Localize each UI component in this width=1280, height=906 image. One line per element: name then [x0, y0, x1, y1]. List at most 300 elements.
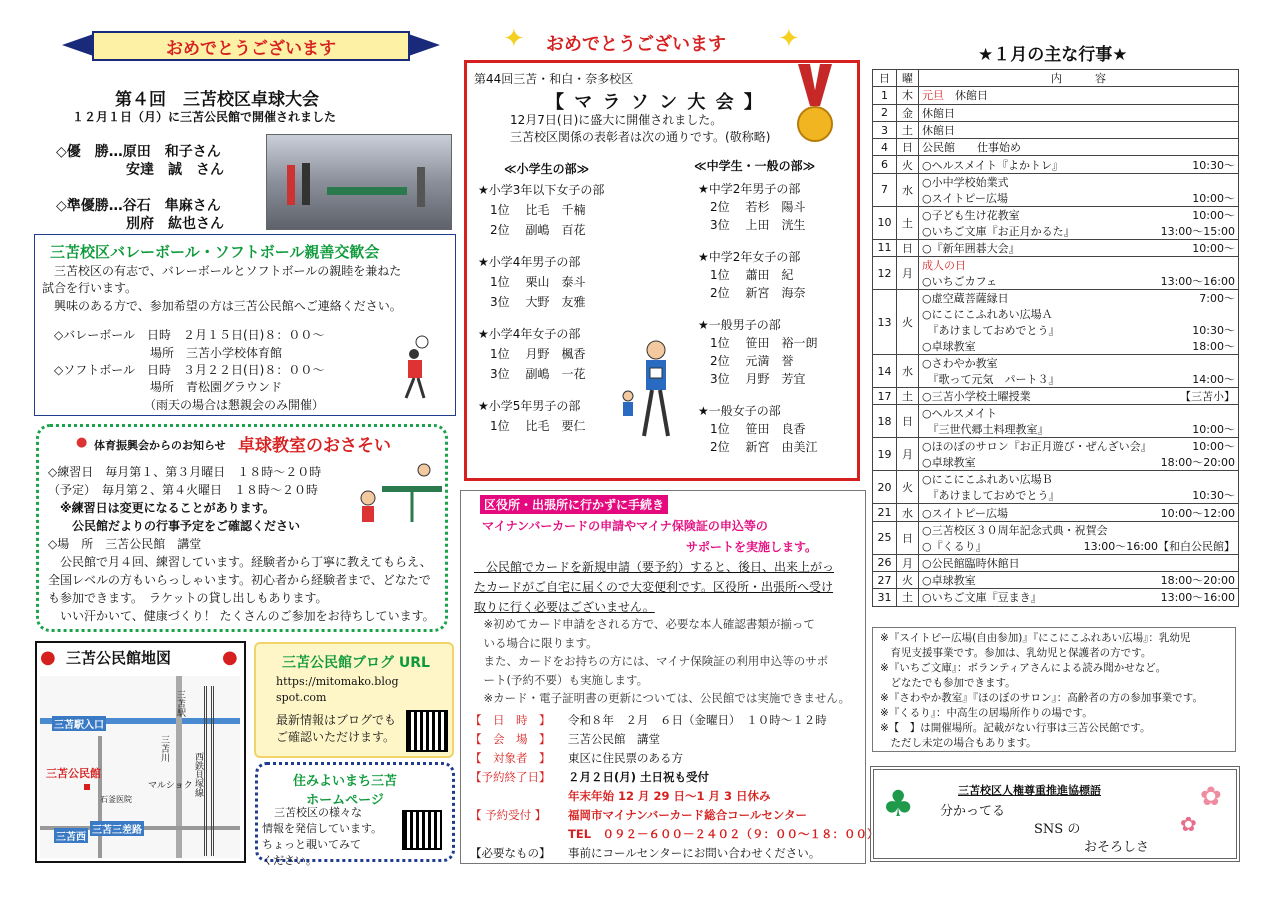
strawberry-icon: ●	[222, 647, 238, 668]
event-text: 『あけましておめでとう』	[922, 324, 1060, 338]
calendar-weekday: 水	[897, 504, 919, 521]
event-text: ○『くるり』	[922, 539, 987, 553]
event-time: 18:00～	[1192, 340, 1235, 354]
detail-value: TEL ０９２－６００－２４０２（９：００～１８：００）	[568, 827, 879, 841]
club-note: 体育振興会からのお知らせ	[94, 439, 226, 452]
event-text: 『三世代郷土料理教室』	[922, 423, 1049, 437]
event-time: 【三苫小】	[1180, 390, 1235, 404]
marathon-title: 【 マ ラ ソ ン 大 会 】	[546, 92, 764, 113]
calendar-event	[919, 405, 1239, 438]
text-line	[42, 315, 402, 327]
event-text	[922, 240, 1020, 256]
text-line: ◇場 所 三苫公民館 講堂	[48, 537, 202, 551]
strawberry-icon: ●	[40, 647, 56, 668]
calendar-day: 19	[873, 438, 897, 471]
result-line: 1位 比毛 要仁	[478, 419, 586, 433]
result-line: ★中学2年女子の部	[698, 250, 801, 264]
event-line	[922, 105, 1235, 121]
calendar-weekday: 金	[897, 104, 919, 121]
table-tennis-results	[56, 143, 224, 233]
map-label: マルショク	[148, 781, 193, 791]
volleyball-player-illustration	[392, 332, 442, 402]
text-line: 三苫校区関係の表彰者は次の通りです。(敬称略)	[510, 130, 771, 145]
event-text: 『歌って元気 パート３』	[922, 373, 1060, 387]
blog-desc	[276, 712, 396, 747]
event-text	[922, 471, 1053, 487]
event-text	[922, 405, 997, 421]
calendar-row	[873, 571, 1239, 588]
calendar-weekday: 火	[897, 290, 919, 355]
text-line: ※『さわやか教室』『ほのぼのサロン』：高齢者の方の参加事業です。	[880, 692, 1203, 704]
detail-value: ２月２日(月) 土日祝も受付	[568, 770, 710, 784]
calendar-event	[919, 206, 1239, 239]
event-line	[922, 322, 1235, 338]
result-line: ★小学5年男子の部	[478, 399, 581, 413]
map-label: 三苫川	[159, 735, 169, 762]
result-line: 3位 上田 洸生	[698, 218, 806, 232]
flower-icon: ✿	[1200, 782, 1222, 812]
result-line: ★一般女子の部	[698, 404, 781, 418]
calendar-event	[919, 239, 1239, 256]
result-line: 2位 新宮 由美江	[698, 440, 818, 454]
calendar-weekday: 火	[897, 571, 919, 588]
calendar-event	[919, 504, 1239, 521]
calendar-row	[873, 405, 1239, 438]
slogan-heading: 三苫校区人権尊重推進協標語	[958, 784, 1101, 797]
result-line: 2位 元満 誉	[698, 354, 794, 368]
map-label: 西鉄貝塚線	[193, 752, 203, 797]
result-line: ★中学2年男子の部	[698, 182, 801, 196]
text-line: ちょっと覗いてみて	[262, 837, 361, 851]
mynumber-tag: 区役所・出張所に行かずに手続き	[480, 495, 668, 514]
event-text: ○スイトピー広場	[922, 191, 1008, 205]
event-label: ○さわやか教室	[922, 357, 998, 371]
holiday-label: 成人の日	[922, 259, 966, 273]
text-line: いる場合に限ります。	[472, 635, 598, 650]
table-tennis-date: １２月１日（月）に三苫公民館で開催されました	[72, 110, 337, 124]
event-text	[922, 87, 988, 103]
event-label: ○ヘルスメイト	[922, 407, 998, 421]
text-line: 場所 青松園グラウンド	[42, 380, 283, 395]
text-line: ◇練習日 毎月第１、第３月曜日 １８時～２０時	[48, 465, 322, 479]
result-line: 1位 笹田 良香	[698, 422, 806, 436]
event-line	[922, 371, 1235, 387]
text-line: ご確認いただけます。	[276, 730, 396, 745]
mynumber-notes	[472, 615, 850, 708]
calendar-row	[873, 156, 1239, 173]
event-line	[922, 207, 1235, 223]
text-line: たカードがご自宅に届くので大変便利です。区役所・出張所へ受け	[474, 580, 834, 594]
text-line: も参加できます。 ラケットの貸し出しもあります。	[48, 591, 328, 605]
detail-row	[470, 806, 879, 825]
sparkle-icon: ✦	[778, 24, 800, 54]
middle-congrats-banner: おめでとうございます	[546, 34, 726, 55]
event-line	[922, 388, 1235, 404]
event-line	[922, 273, 1235, 289]
calendar-row	[873, 173, 1239, 206]
header-cell: 曜	[897, 70, 919, 87]
event-label: ○卓球教室	[922, 574, 976, 588]
calendar-row	[873, 355, 1239, 388]
text-line: また、カードをお持ちの方には、マイナ保険証の利用申込等のサポ	[472, 654, 829, 668]
event-line	[922, 87, 1235, 103]
text-line: 公民館でカードを新規申請（要予約）すると、後日、出来上がっ	[474, 560, 835, 574]
calendar-row	[873, 239, 1239, 256]
event-label: 公民館 仕事始め	[922, 141, 1021, 155]
table-tennis-photo	[266, 134, 452, 230]
result-line	[698, 234, 817, 248]
text-line: どなたでも参加できます。	[880, 677, 1016, 689]
event-time: 10:30～	[1192, 158, 1235, 172]
calendar-row	[873, 139, 1239, 156]
event-line	[922, 122, 1235, 138]
event-time: 18:00～20:00	[1160, 574, 1235, 588]
result-line	[478, 384, 604, 396]
elementary-heading: ≪小学生の部≫	[504, 162, 590, 176]
text-line: 三苫校区の様々な	[274, 806, 362, 819]
calendar-day: 1	[873, 87, 897, 104]
calendar-event	[919, 257, 1239, 290]
calendar-row	[873, 521, 1239, 554]
detail-key: 【 日 時 】	[470, 713, 551, 727]
calendar-row	[873, 87, 1239, 104]
calendar-title: ★１月の主な行事★	[978, 45, 1128, 65]
event-text	[922, 257, 966, 273]
event-text: ○いちごカフェ	[922, 275, 998, 289]
homepage-title	[280, 770, 410, 808]
detail-key: 【必要なもの】	[470, 846, 551, 860]
event-label: ○小中学校始業式	[922, 175, 1009, 189]
event-line	[922, 421, 1235, 437]
result-line: 1位 比毛 千楠	[478, 203, 586, 217]
calendar-day: 3	[873, 121, 897, 138]
mynumber-head: マイナンバーカードの申請やマイナ保険証の申込等の	[482, 519, 768, 533]
result-line: ★小学4年男子の部	[478, 255, 581, 269]
event-label: ○公民館臨時休館日	[922, 556, 1020, 570]
text-line: 公民館で月４回、練習しています。経験者から丁寧に教えてもらえ、	[48, 555, 432, 569]
event-text	[922, 522, 1108, 538]
calendar-row	[873, 121, 1239, 138]
calendar-day: 21	[873, 504, 897, 521]
event-text	[922, 139, 1021, 155]
clover-icon: ♣	[882, 784, 915, 825]
text-line: ート(予約不要）も実施します。	[472, 672, 649, 687]
calendar-row	[873, 388, 1239, 405]
marathon-sub: 第44回三苫・和白・奈多校区	[474, 72, 634, 86]
calendar-event	[919, 554, 1239, 571]
detail-row	[470, 730, 879, 749]
event-text	[922, 438, 1152, 454]
result-line	[478, 240, 604, 252]
calendar-event	[919, 290, 1239, 355]
calendar-event	[919, 355, 1239, 388]
event-line	[922, 505, 1235, 521]
detail-row	[470, 825, 879, 844]
calendar-event	[919, 388, 1239, 405]
event-text: 『あけましておめでとう』	[922, 489, 1060, 503]
text-line: ※カード・電子証明書の更新については、公民館では実施できません。	[472, 691, 851, 705]
event-time: 10:00～	[1192, 191, 1235, 205]
result-line: 2位 若杉 陽斗	[698, 200, 806, 214]
volleyball-body	[42, 263, 402, 414]
text-line: ※練習日は変更になることがあります。	[48, 501, 275, 515]
blog-url-line[interactable]: spot.com	[276, 691, 327, 704]
text-line: ください。	[262, 853, 317, 867]
detail-key: 【 予約受付 】	[470, 808, 547, 822]
text-line: 取りに行く必要はございません。	[474, 600, 655, 614]
calendar-event	[919, 121, 1239, 138]
result-line: ◇優 勝…原田 和子さん	[56, 144, 221, 160]
result-line: 3位 月野 芳宜	[698, 372, 806, 386]
mynumber-body	[474, 557, 834, 617]
event-text	[922, 355, 998, 371]
mynumber-details	[470, 711, 879, 863]
calendar-weekday: 日	[897, 521, 919, 554]
detail-value: 年末年始 12 月 29 日～1 月 3 日休み	[568, 789, 771, 803]
calendar-day: 13	[873, 290, 897, 355]
calendar-day: 6	[873, 156, 897, 173]
calendar-weekday: 水	[897, 173, 919, 206]
calendar-event	[919, 471, 1239, 504]
event-line	[922, 157, 1235, 173]
event-calendar	[872, 69, 1239, 607]
event-line	[922, 589, 1235, 605]
calendar-event	[919, 104, 1239, 121]
homepage-title-line: ホームページ	[306, 793, 384, 808]
event-text	[922, 290, 1009, 306]
calendar-weekday: 土	[897, 589, 919, 606]
result-line: 2位 副嶋 百花	[478, 223, 586, 237]
detail-key	[470, 825, 568, 844]
calendar-row	[873, 290, 1239, 355]
header-cell: 日	[873, 70, 897, 87]
event-time: 13:00～16:00	[1160, 275, 1235, 289]
calendar-day: 20	[873, 471, 897, 504]
event-label: 休館日	[922, 124, 955, 138]
event-label: ○『新年囲碁大会』	[922, 241, 1020, 255]
result-line: 安達 誠 さん	[56, 162, 224, 178]
detail-key: 【予約終了日】	[470, 770, 551, 784]
holiday-label: 元旦	[922, 89, 944, 103]
marathon-intro	[510, 112, 770, 147]
text-line: 公民館だよりの行事予定をご確認ください	[48, 519, 301, 533]
text-line: 情報を発信しています。	[262, 821, 383, 835]
calendar-day: 25	[873, 521, 897, 554]
event-line	[922, 257, 1235, 273]
calendar-weekday: 火	[897, 471, 919, 504]
result-line	[698, 388, 817, 402]
event-line	[922, 139, 1235, 155]
event-label: ○三苫小学校土曜授業	[922, 390, 1031, 404]
calendar-weekday: 土	[897, 206, 919, 239]
detail-value: 東区に住民票のある方	[568, 751, 683, 765]
calendar-row	[873, 554, 1239, 571]
event-time: 13:00～16:00【和白公民館】	[1083, 539, 1235, 553]
volleyball-title: 三苫校区バレーボール・ソフトボール親善交歓会	[50, 243, 380, 261]
event-line	[922, 355, 1235, 371]
elementary-results	[478, 180, 604, 436]
detail-row	[470, 844, 879, 863]
calendar-day: 7	[873, 173, 897, 206]
detail-row	[470, 749, 879, 768]
calendar-row	[873, 104, 1239, 121]
left-congrats-banner: おめでとうございます	[92, 31, 410, 61]
calendar-event	[919, 173, 1239, 206]
calendar-row	[873, 257, 1239, 290]
event-time: 7:00～	[1199, 292, 1235, 306]
event-text	[922, 207, 1020, 223]
blog-url-line[interactable]: https://mitomako.blog	[276, 675, 399, 688]
event-label: ○スイトピー広場	[922, 506, 1008, 520]
event-label: ○虚空蔵菩薩縁日	[922, 292, 1009, 306]
calendar-day: 17	[873, 388, 897, 405]
blog-qr-code[interactable]	[406, 710, 448, 752]
event-time: 13:00～16:00	[1160, 591, 1235, 605]
text-line: ※【 】は開催場所。記載がない行事は三苫公民館です。	[880, 722, 1151, 734]
event-label: ○三苫校区３０周年記念式典・祝賀会	[922, 523, 1108, 537]
map-label: 石釜医院	[100, 795, 132, 804]
detail-value: 三苫公民館 講堂	[568, 732, 660, 746]
calendar-weekday: 月	[897, 257, 919, 290]
result-line: ◇準優勝…谷石 隼麻さん	[56, 198, 221, 214]
calendar-weekday: 土	[897, 388, 919, 405]
ping-pong-illustration	[356, 462, 446, 528]
club-title: 卓球教室のおさそい	[238, 436, 391, 456]
detail-value: 事前にコールセンターにお問い合わせください。	[568, 846, 821, 860]
calendar-event	[919, 571, 1239, 588]
calendar-day: 18	[873, 405, 897, 438]
result-line: 別府 紘也さん	[56, 216, 224, 232]
event-line	[922, 454, 1235, 470]
flower-icon: ✿	[1180, 812, 1197, 836]
text-line: ただし未定の場合もあります。	[880, 737, 1037, 749]
homepage-desc	[262, 805, 382, 869]
header-cell: 内 容	[919, 70, 1239, 87]
event-text	[922, 388, 1031, 404]
event-line	[922, 438, 1235, 454]
calendar-event	[919, 589, 1239, 606]
event-time: 10:30～	[1192, 324, 1235, 338]
result-line: ★一般男子の部	[698, 318, 781, 332]
calendar-day: 27	[873, 571, 897, 588]
event-line	[922, 522, 1235, 538]
event-text	[922, 157, 1063, 173]
event-line	[922, 223, 1235, 239]
event-text: ○にこにこふれあい広場Ａ	[922, 308, 1053, 322]
event-label: 休館日	[922, 106, 955, 120]
calendar-weekday: 水	[897, 355, 919, 388]
event-line	[922, 538, 1235, 554]
result-line: 1位 月野 楓香	[478, 347, 586, 361]
event-time: 14:00～	[1192, 373, 1235, 387]
event-time: 13:00～15:00	[1160, 224, 1235, 238]
event-label: ○子ども生け花教室	[922, 208, 1020, 222]
event-text	[922, 589, 1042, 605]
calendar-event	[919, 438, 1239, 471]
map-label: 三苫駅入口	[52, 716, 106, 731]
slogan-line: 分かってる	[940, 804, 1006, 819]
event-text	[922, 174, 1009, 190]
text-line: ※『スイトピー広場(自由参加)』『にこにこふれあい広場』：乳幼児	[880, 632, 1191, 644]
calendar-day: 12	[873, 257, 897, 290]
event-label: ○いちご文庫『豆まき』	[922, 591, 1042, 605]
calendar-day: 10	[873, 206, 897, 239]
event-line	[922, 174, 1235, 190]
text-line: ※『いちご文庫』：ボランティアさんによる読み聞かせなど。	[880, 662, 1167, 674]
result-line	[698, 302, 817, 316]
calendar-day: 2	[873, 104, 897, 121]
event-line	[922, 405, 1235, 421]
calendar-day: 31	[873, 589, 897, 606]
text-line: いい汗かいて、健康づくり！ たくさんのご参加をお待ちしています。	[48, 609, 435, 623]
calendar-day: 11	[873, 239, 897, 256]
calendar-row	[873, 471, 1239, 504]
sparkle-icon: ✦	[503, 24, 525, 54]
calendar-event	[919, 521, 1239, 554]
event-time: 10:00～	[1192, 208, 1235, 222]
calendar-event	[919, 139, 1239, 156]
map-label: 三苫公民館	[46, 767, 101, 780]
calendar-header	[873, 70, 1239, 87]
event-time: 10:00～	[1192, 241, 1235, 255]
result-line: ★小学3年以下女子の部	[478, 183, 605, 197]
result-line: 3位 大野 友雅	[478, 295, 586, 309]
event-text: ○卓球教室	[922, 340, 976, 354]
homepage-title-line: 住みよいまち三苫	[292, 774, 397, 789]
ping-pong-icon: ●	[76, 435, 88, 450]
event-line	[922, 190, 1235, 206]
map-title: 三苫公民館地図	[66, 649, 172, 667]
text-line: ◇バレーボール 日時 ２月１５日(日)８：００～	[42, 328, 325, 343]
map-label: 三苫駅	[175, 690, 185, 717]
map-label: 三苫三差路	[90, 821, 144, 836]
calendar-day: 26	[873, 554, 897, 571]
slogan-line: SNS の	[1034, 822, 1081, 837]
map-label: 三苫西	[54, 828, 88, 843]
homepage-qr-code[interactable]	[402, 810, 442, 850]
text-line: ※初めてカード申請をされる方で、必要な本人確認書類が揃って	[472, 617, 815, 631]
event-line	[922, 555, 1235, 571]
event-text	[922, 572, 976, 588]
event-text	[922, 505, 1008, 521]
text-line: 12月7日(日)に盛大に開催されました。	[510, 113, 723, 127]
event-text	[922, 122, 955, 138]
slogan-line: おそろしさ	[1084, 840, 1150, 855]
event-time: 18:00～20:00	[1160, 456, 1235, 470]
detail-key: 【 対象者 】	[470, 751, 551, 765]
detail-row	[470, 711, 879, 730]
calendar-weekday: 日	[897, 405, 919, 438]
calendar-day: 14	[873, 355, 897, 388]
result-line: 1位 笹田 裕一朗	[698, 336, 818, 350]
blog-title: 三苫公民館ブログ URL	[282, 655, 430, 671]
event-label: ○ヘルスメイト『よかトレ』	[922, 158, 1064, 172]
calendar-event	[919, 87, 1239, 104]
result-line: 1位 栗山 泰斗	[478, 275, 586, 289]
event-line	[922, 487, 1235, 503]
event-line	[922, 471, 1235, 487]
text-line: 最新情報はブログでも	[276, 713, 397, 727]
text-line: 場所 三苫小学校体育館	[42, 345, 283, 360]
detail-row	[470, 787, 879, 806]
text-line: 三苫校区の有志で、バレーボールとソフトボールの親睦を兼ねた	[42, 264, 402, 278]
event-label: ○にこにこふれあい広場Ｂ	[922, 473, 1053, 487]
event-time: 10:00～	[1192, 423, 1235, 437]
result-line: ★小学4年女子の部	[478, 327, 581, 341]
event-line	[922, 290, 1235, 306]
text-line: 興味のある方で、参加希望の方は三苫公民館へご連絡ください。	[42, 298, 402, 313]
result-line: 2位 新宮 海奈	[698, 286, 806, 300]
